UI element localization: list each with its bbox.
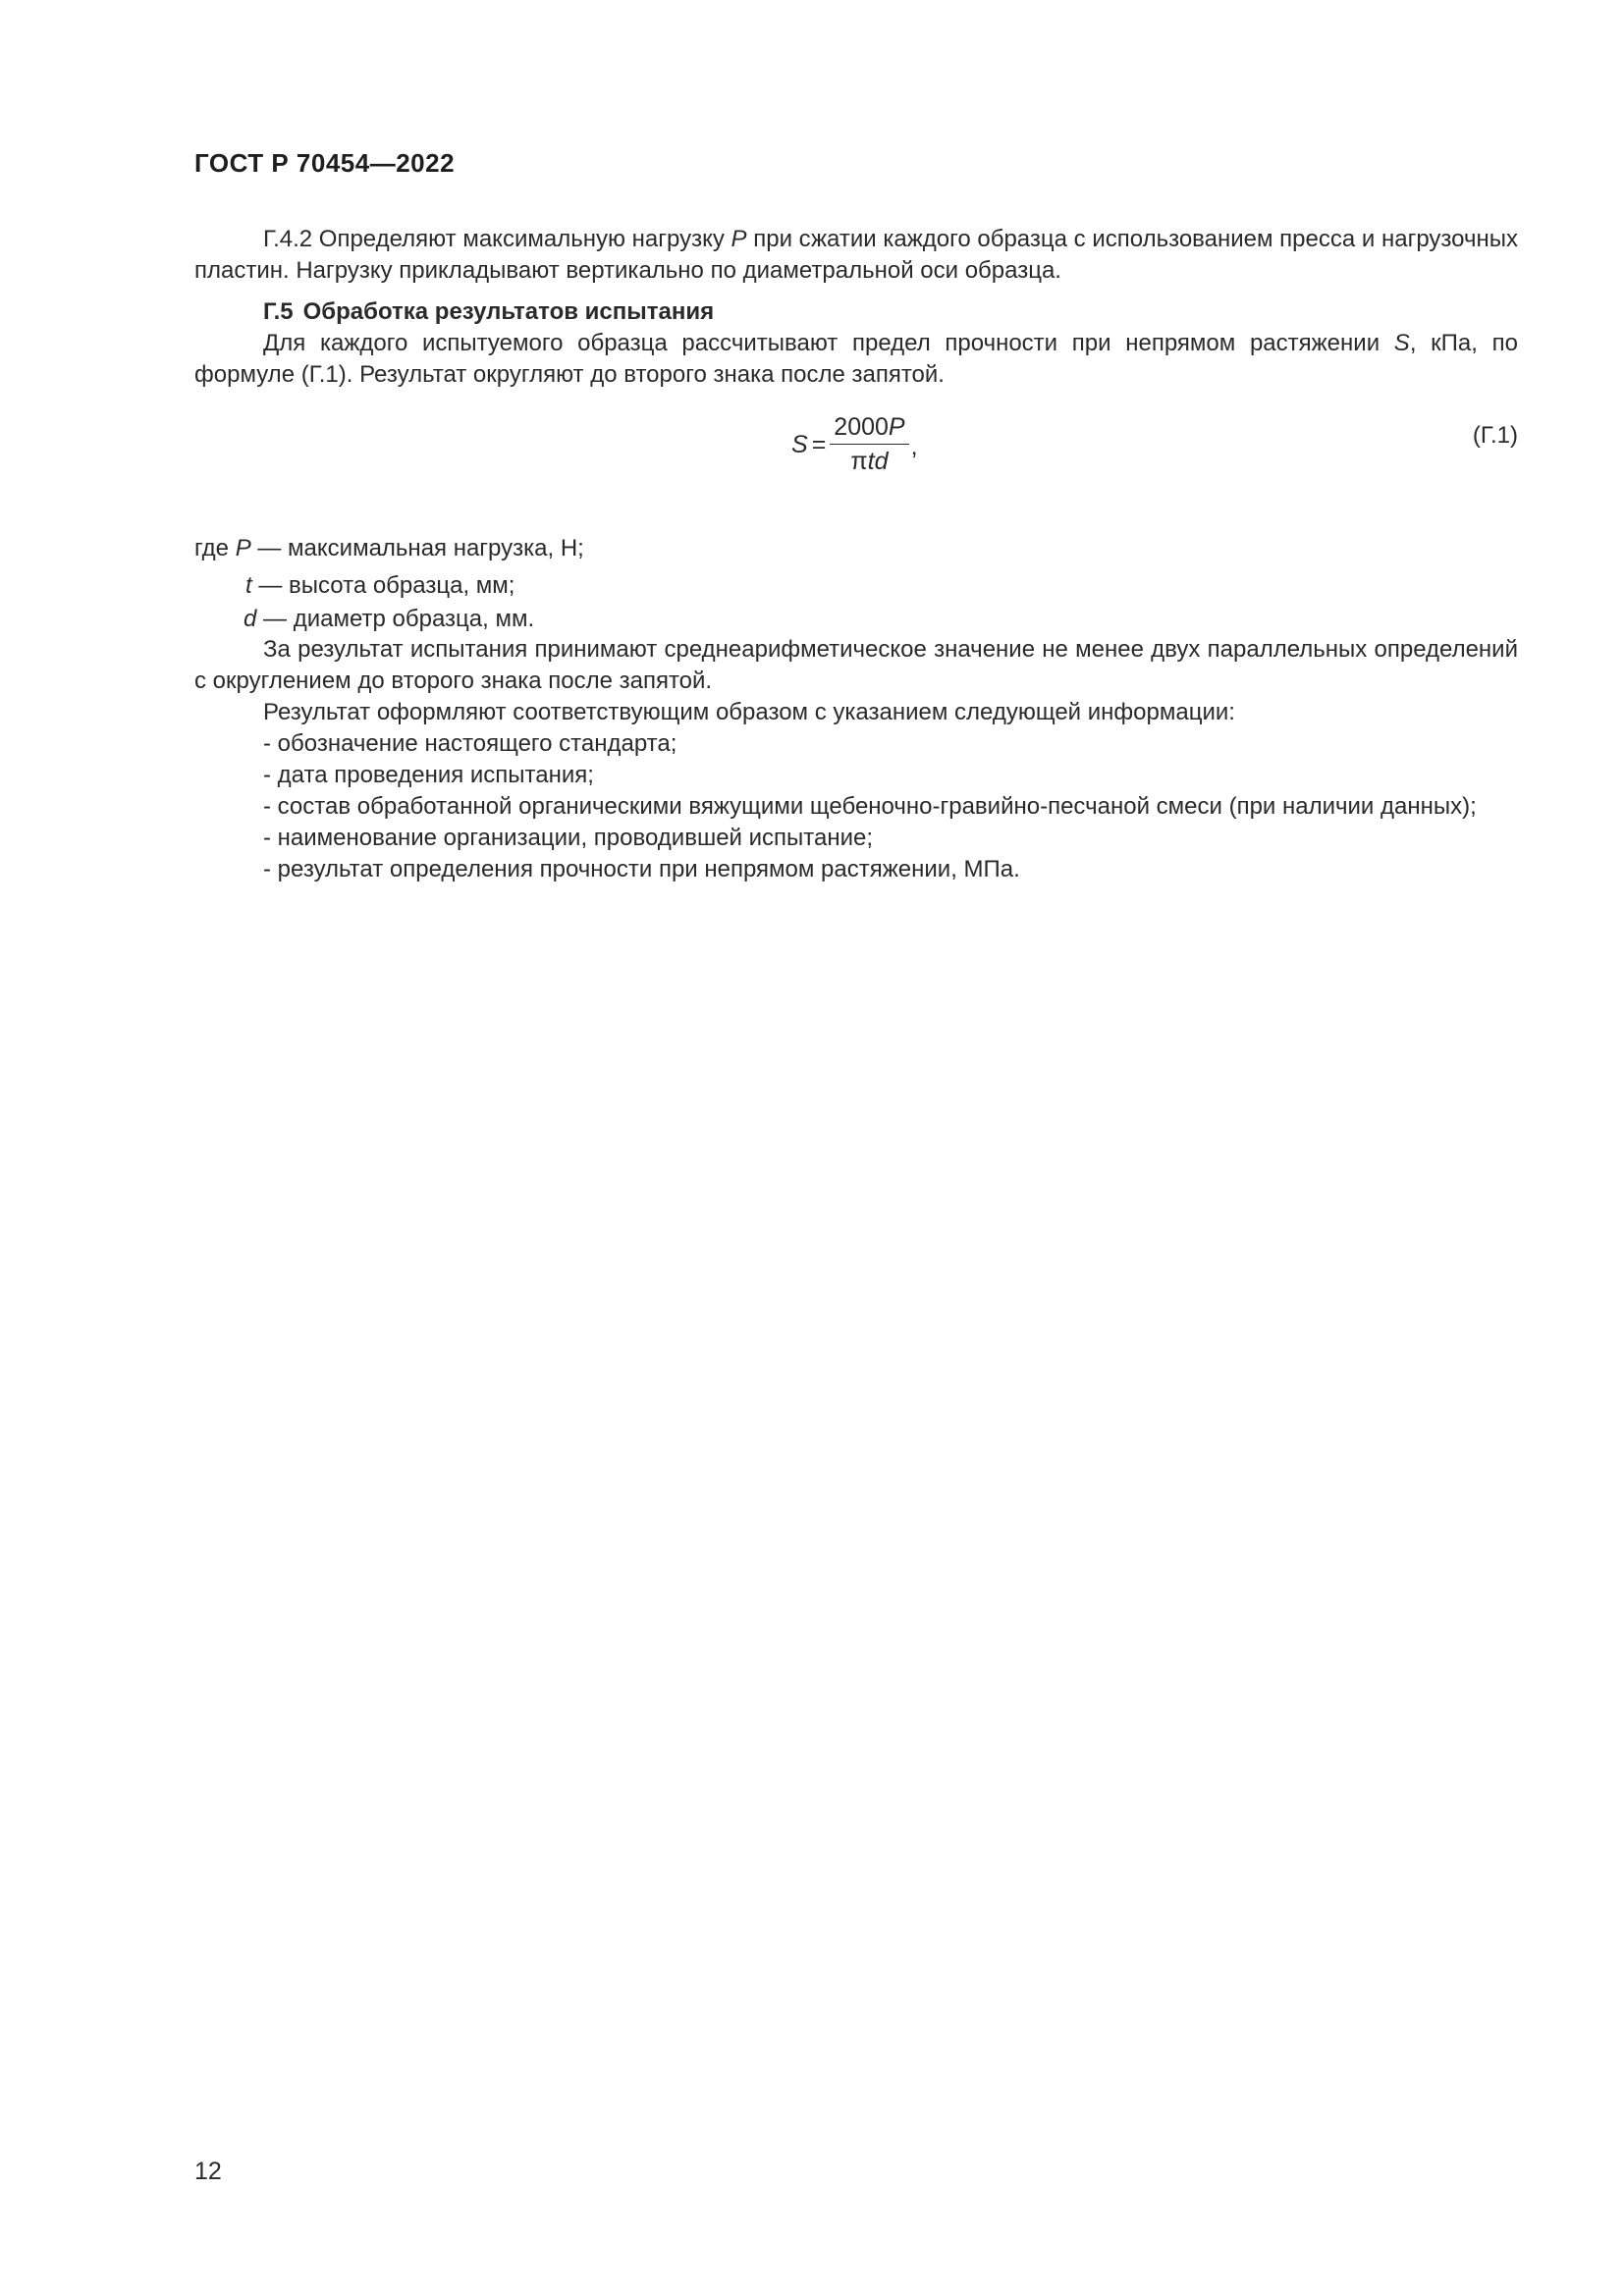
formula-fraction bbox=[830, 412, 908, 476]
formula-block bbox=[194, 402, 1518, 510]
report-item-date: - дата проведения испытания; bbox=[263, 762, 594, 788]
report-item-standard: - обозначение настоящего стандарта; bbox=[263, 730, 677, 757]
report-item-organization: - наименование организации, проводившей испытание; bbox=[263, 825, 874, 851]
numerator-variable: P bbox=[888, 413, 905, 441]
formula-lhs: S bbox=[791, 430, 808, 458]
where-prefix: где bbox=[194, 535, 230, 561]
report-item-result: - результат определения прочности при непрямом растяжении, МПа. bbox=[263, 856, 1020, 882]
where-text-d: — диаметр образца, мм. bbox=[256, 606, 535, 632]
formula-denominator bbox=[850, 445, 888, 476]
paragraph-result: За результат испытания принимают среднеарифметическое значение не менее двух параллельных определений с округлением до второго знака после запятой. bbox=[194, 636, 1518, 694]
section-title: Обработка результатов испытания bbox=[302, 298, 715, 325]
paragraph-report-intro: Результат оформляют соответствующим образом с указанием следующей информации: bbox=[263, 699, 1235, 725]
where-text-p: — максимальная нагрузка, Н; bbox=[250, 535, 584, 561]
where-row-t bbox=[194, 567, 1518, 605]
formula-numerator bbox=[830, 412, 908, 445]
formula-g1 bbox=[791, 412, 918, 476]
where-row-p bbox=[194, 530, 1518, 567]
formula-comma: , bbox=[910, 432, 918, 460]
formula-equals: = bbox=[811, 430, 827, 458]
formula-label: (Г.1) bbox=[1472, 422, 1518, 449]
paragraph-g42: Г.4.2 Определяют максимальную нагрузку P при сжатии каждого образца с использованием пресса и нагрузочных пластин. Нагрузку прикладывают вертикально по диаметральной оси образца. bbox=[194, 226, 1518, 284]
page-content bbox=[194, 224, 1518, 885]
numerator-number: 2000 bbox=[834, 413, 889, 441]
where-legend bbox=[194, 530, 1518, 634]
report-item-composition: - состав обработанной органическими вяжущими щебеночно-гравийно-песчаной смеси (при наличии данных); bbox=[263, 793, 1477, 820]
where-text-t: — высота образца, мм; bbox=[251, 572, 515, 599]
denominator-variables: td bbox=[867, 448, 889, 475]
paragraph-g5-intro: Для каждого испытуемого образца рассчитывают предел прочности при непрямом растяжении S, кПа, по формуле (Г.1). Результат округляют до второго знака после запятой. bbox=[194, 330, 1518, 388]
document-header-title: ГОСТ Р 70454—2022 bbox=[194, 148, 456, 178]
page-number: 12 bbox=[194, 2158, 222, 2185]
where-symbol-t: t bbox=[245, 572, 252, 599]
section-heading-g5 bbox=[263, 296, 1518, 328]
where-row-d bbox=[194, 605, 1518, 634]
where-symbol-p: P bbox=[235, 535, 251, 561]
where-symbol-d: d bbox=[244, 606, 257, 632]
section-number: Г.5 bbox=[263, 298, 294, 325]
denominator-pi: π bbox=[850, 448, 868, 475]
